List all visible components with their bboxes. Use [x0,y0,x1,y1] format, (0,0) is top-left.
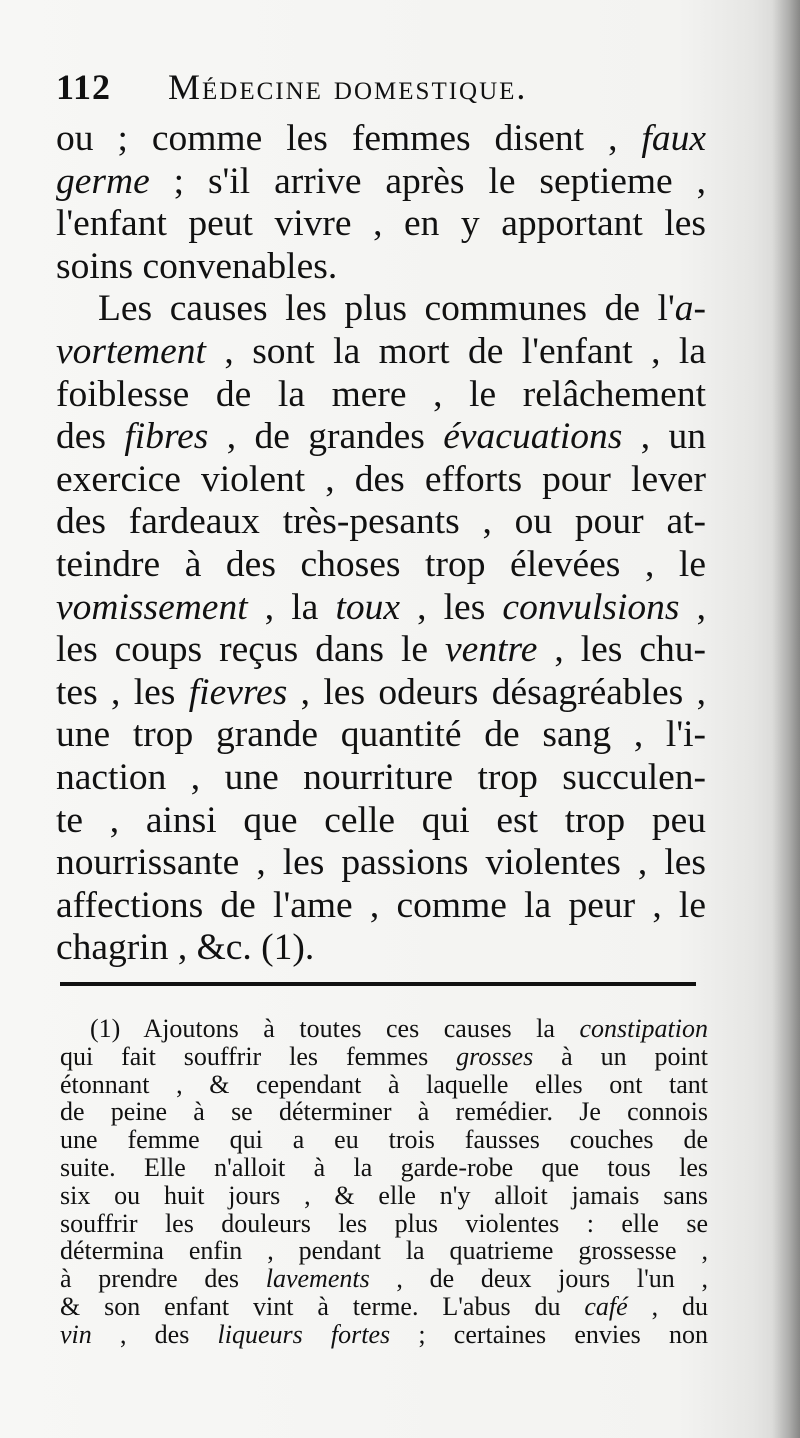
text-segment: les coups reçus dans le [56,629,446,671]
text-segment: convulsions [502,586,680,628]
text-segment: vin [60,1319,92,1349]
body-line [56,374,706,417]
text-segment: à prendre des [60,1264,266,1294]
text-segment: chagrin , &c. (1). [56,927,315,969]
text-segment: , de deux jours l'un , [369,1264,708,1294]
text-segment: qui fait souffrir les femmes [60,1041,457,1071]
text-segment: , des [91,1319,218,1349]
text-segment: étonnant , & cependant à laquelle elles ont tant [60,1069,708,1099]
footnote-line [60,1043,708,1071]
body-line [56,416,706,459]
footnote-line [60,1015,708,1043]
footnote-line [60,1210,708,1238]
text-segment: naction , une nourriture trop succulen- [56,756,706,798]
text-segment: de peine à se déterminer à remédier. Je connois [60,1097,708,1127]
page-number: 112 [56,67,112,107]
body-line [56,757,706,800]
body-line [56,501,706,544]
text-segment: des [56,416,125,458]
footnote-line [60,1237,708,1265]
text-segment: te , ainsi que celle qui est trop peu [56,799,706,841]
body-line [56,885,706,928]
footnote-line [60,1293,708,1321]
text-segment: foiblesse de la mere , le relâchement [56,373,706,415]
body-line [56,246,706,289]
footnote-line [60,1182,708,1210]
text-segment: une femme qui a eu trois fausses couches de [60,1125,708,1155]
footnote [60,1015,708,1349]
text-segment: (1) Ajoutons à toutes ces causes la [90,1014,580,1043]
text-segment: vomissement [56,586,248,628]
body-line [56,927,706,970]
text-segment: Les causes les plus communes de l' [98,288,675,330]
body-line [56,288,706,331]
text-segment: affections de l'ame , comme la peur , le [56,884,706,926]
text-segment: à un point [533,1041,708,1071]
text-segment: , sont la mort de l'enfant , la [205,330,706,372]
text-segment: a- [674,288,706,330]
text-segment: , les [400,586,503,628]
running-title: Médecine domestique. [168,67,528,107]
body-line [56,118,706,161]
text-segment: vortement [56,330,206,372]
body-line [56,629,706,672]
text-segment: liqueurs fortes [217,1319,391,1349]
text-segment: constipation [579,1014,708,1043]
text-segment: souffrir les douleurs les plus violentes : elle se [60,1208,708,1238]
text-segment: ventre [445,629,538,671]
body-line [56,587,706,630]
body-line [56,800,706,843]
text-segment: grosses [456,1041,534,1071]
text-segment: , [679,586,706,628]
text-segment: des fardeaux très-pesants , ou pour at- [56,501,706,543]
text-segment: , de grandes [208,416,444,458]
footnote-line [60,1098,708,1126]
page-header [56,66,716,116]
footnote-line [60,1071,708,1099]
footnote-line [60,1321,708,1349]
text-segment: , les chu- [537,629,706,671]
text-segment: , du [627,1291,708,1321]
text-segment: & son enfant vint à terme. L'abus du [60,1291,585,1321]
text-segment: suite. Elle n'alloit à la garde-robe que tous les [60,1152,708,1182]
text-segment: détermina enfin , pendant la quatrieme grossesse , [60,1236,708,1266]
footnote-line [60,1126,708,1154]
text-segment: faux [641,118,706,159]
text-segment: ; certaines envies non [390,1319,708,1349]
text-segment: fibres [124,416,209,458]
text-segment: , un [622,416,707,458]
main-text [56,118,706,970]
body-line [56,161,706,204]
text-segment: soins convenables. [56,245,338,287]
body-line [56,459,706,502]
text-segment: , la [247,586,336,628]
text-segment: ; s'il arrive après le septieme , [149,160,706,202]
text-segment: germe [56,160,150,202]
footnote-line [60,1265,708,1293]
text-segment: lavements [265,1264,370,1294]
text-segment: , les odeurs désagréables , [287,671,706,713]
text-segment: une trop grande quantité de sang , l'i- [56,714,706,756]
text-segment: exercice violent , des efforts pour lever [56,458,706,500]
text-segment: café [584,1291,628,1321]
footnote-separator-rule [60,982,696,986]
text-segment: six ou huit jours , & elle n'y alloit jamais sans [60,1180,708,1210]
text-segment: ou ; comme les femmes disent , [56,118,642,159]
body-line [56,331,706,374]
body-line [56,544,706,587]
text-segment: nourrissante , les passions violentes , les [56,842,706,884]
text-segment: tes , les [56,671,189,713]
body-line [56,842,706,885]
text-segment: fievres [188,671,288,713]
body-line [56,714,706,757]
body-line [56,203,706,246]
text-segment: toux [335,586,401,628]
footnote-line [60,1154,708,1182]
text-segment: évacuations [443,416,623,458]
body-line [56,672,706,715]
text-segment: teindre à des choses trop élevées , le [56,543,706,585]
page-gutter-shadow [772,0,800,1438]
text-segment: l'enfant peut vivre , en y apportant les [56,203,706,245]
